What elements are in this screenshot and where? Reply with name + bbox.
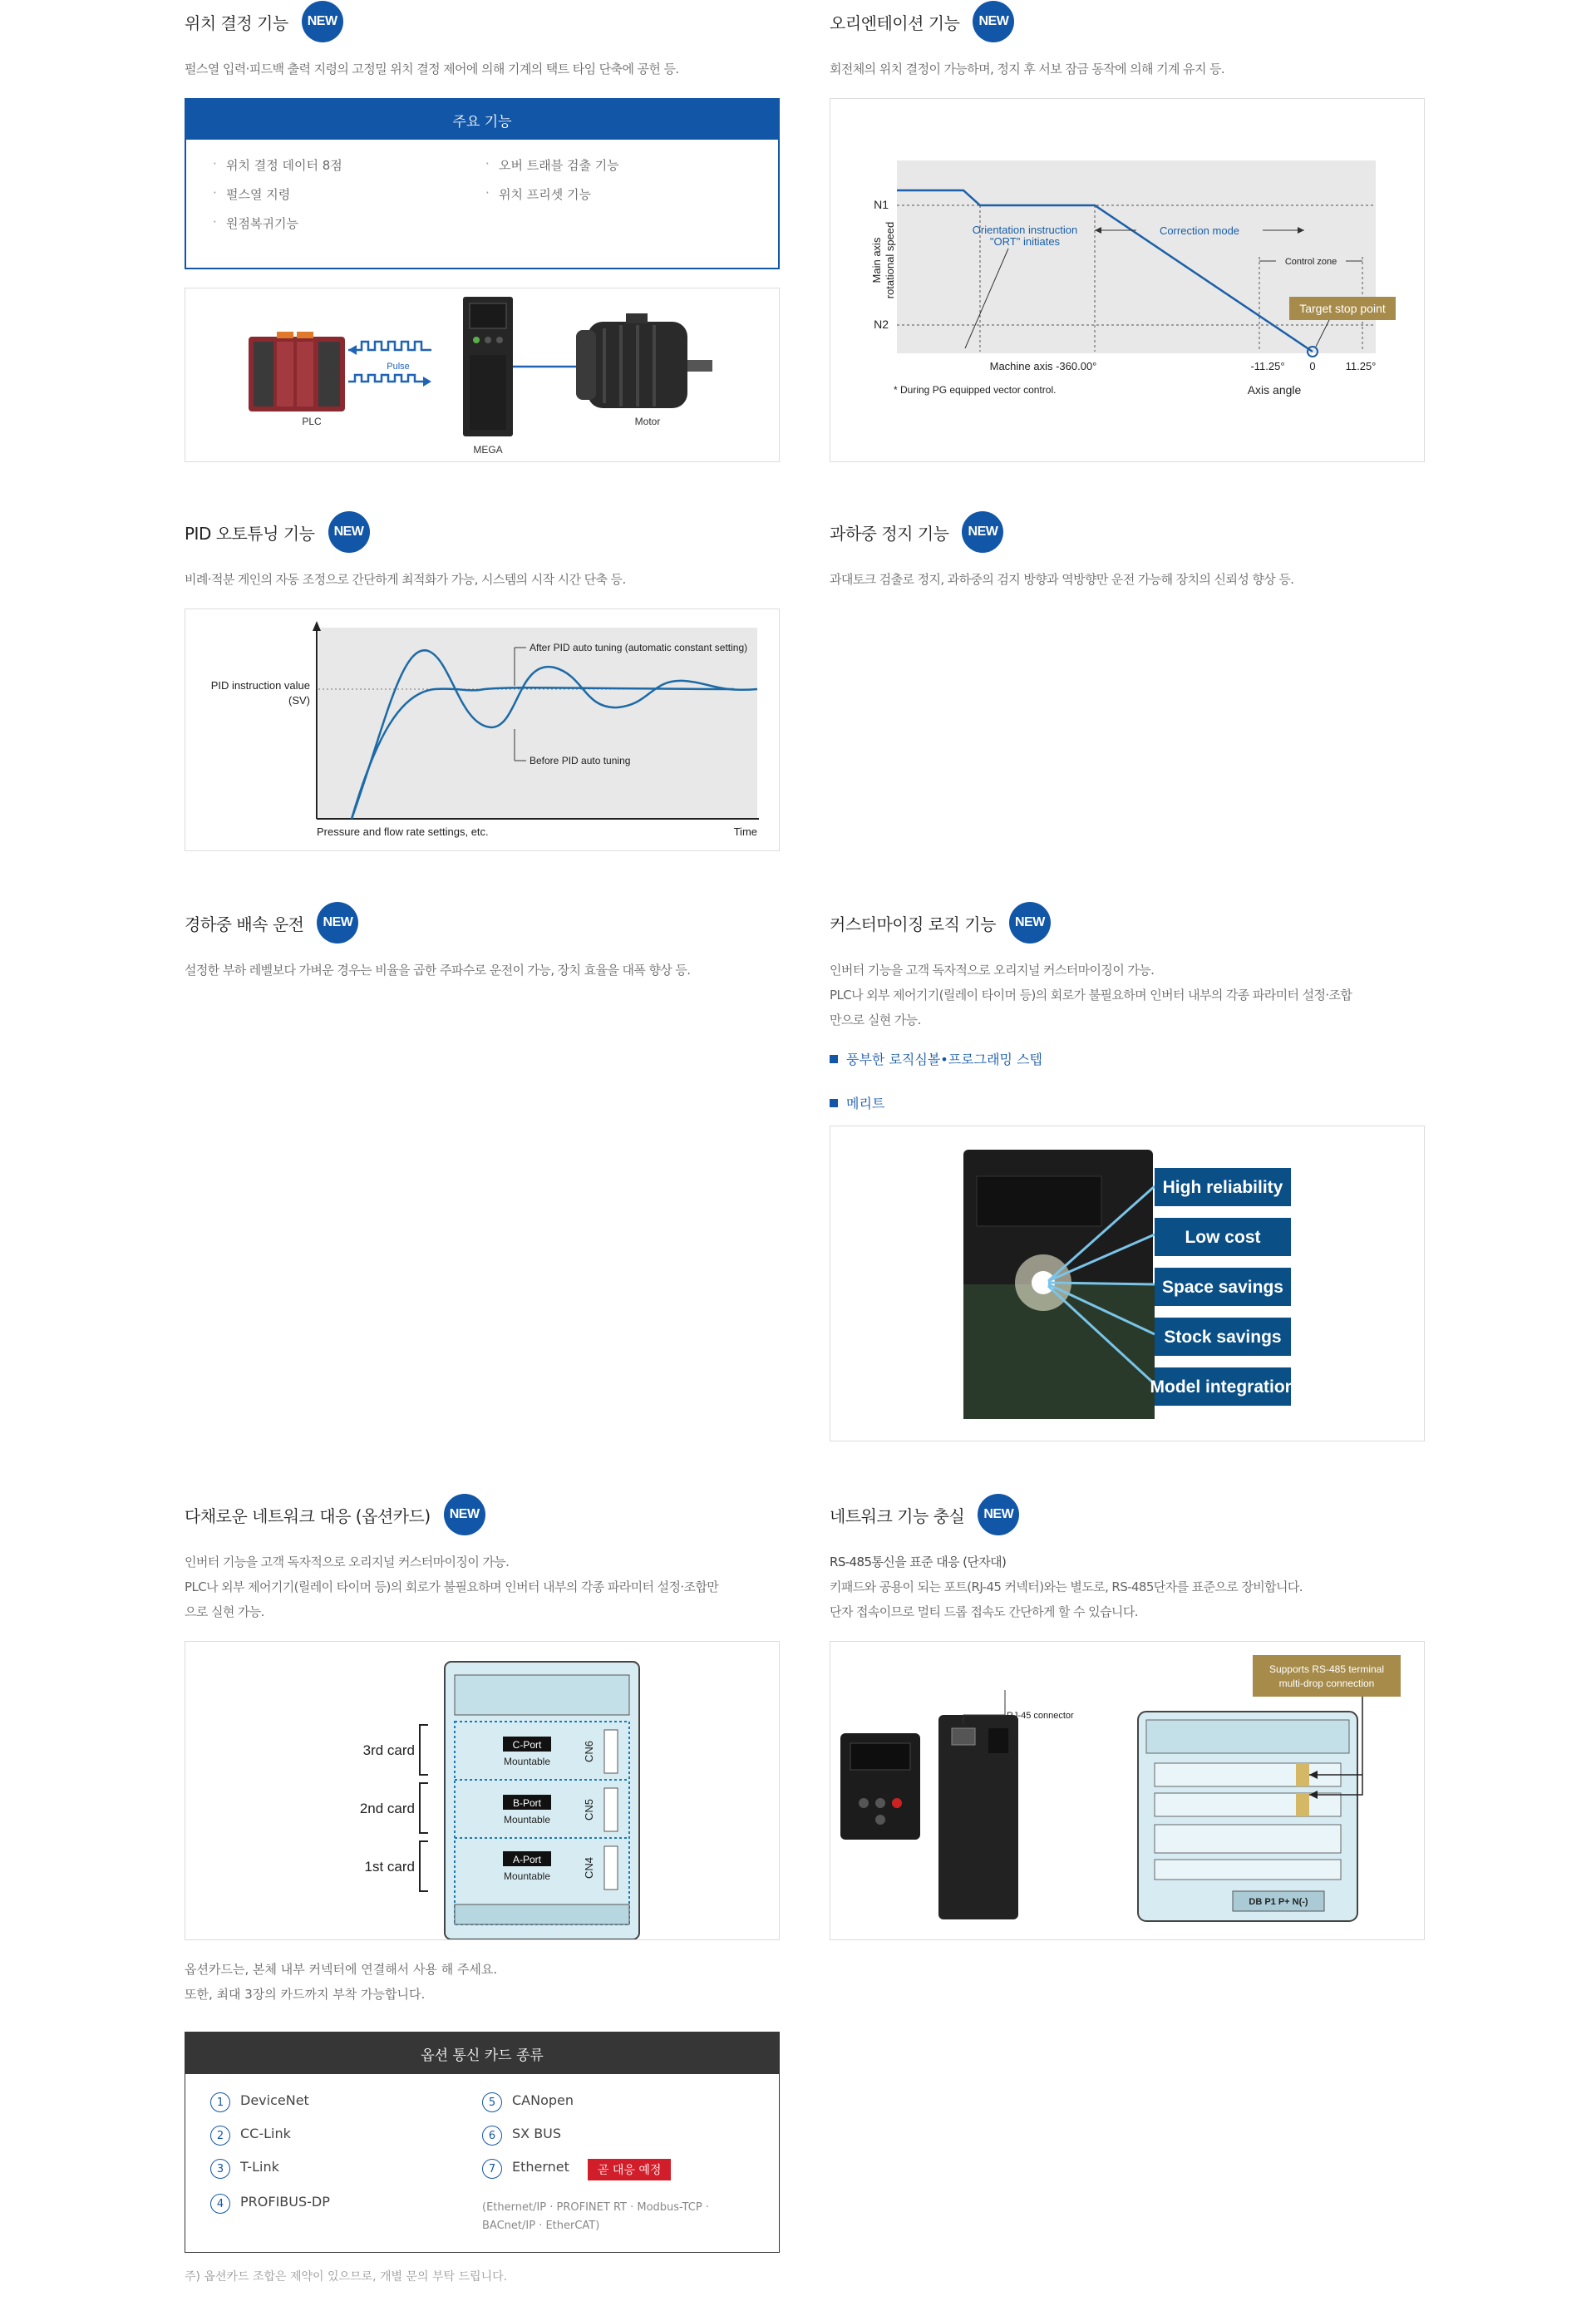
note-line: 또한, 최대 3장의 카드까지 부착 가능합니다. (185, 1987, 426, 2002)
new-badge: NEW (973, 1, 1014, 42)
description-line: PLC나 외부 제어기기(릴레이 타이머 등)의 회로가 불필요하며 인버터 내부의 각종 파라미터 설정·조합 (830, 988, 1352, 1003)
section-header (185, 901, 780, 944)
positioning-diagram (185, 288, 780, 462)
option-card-types-title: 옵션 통신 카드 종류 (185, 2032, 779, 2074)
pulse-wave-icon (348, 342, 431, 350)
mountable-label: Mountable (503, 1756, 551, 1767)
merits-figure-svg (830, 1126, 1424, 1441)
section-network-func (830, 1493, 1425, 1624)
section-positioning (185, 0, 780, 81)
list-item: · 펄스열 지령 (209, 185, 482, 203)
section-title: 위치 결정 기능 (185, 12, 288, 33)
section-header (185, 510, 780, 554)
card-label: 3rd card (362, 1742, 415, 1758)
option-card-name: DeviceNet (240, 2092, 309, 2108)
section-header (830, 1493, 1425, 1536)
new-badge: NEW (978, 1494, 1019, 1535)
merit-label: Stock savings (1164, 1328, 1282, 1347)
note-line: 옵션카드는, 본체 내부 커넥터에 연결해서 사용 해 주세요. (185, 1962, 498, 1977)
arrow-up-icon (313, 621, 321, 631)
section-header (830, 0, 1425, 43)
orientation-instruction-label: Orientation instruction (972, 224, 1078, 236)
option-card-name: CC-Link (240, 2126, 291, 2141)
new-badge: NEW (317, 902, 358, 944)
list-item: · 위치 프리셋 기능 (482, 185, 755, 203)
pulse-label: Pulse (387, 362, 410, 372)
section-title: 네트워크 기능 충실 (830, 1505, 965, 1526)
card-brackets (420, 1725, 428, 1891)
section-header (185, 0, 780, 43)
merit-label: High reliability (1162, 1178, 1283, 1197)
arrow-right-icon (423, 377, 431, 387)
motor-label: Motor (634, 416, 661, 427)
section-description: 회전체의 위치 결정이 가능하며, 정지 후 서보 잠금 동작에 의해 기계 유지 등. (830, 62, 1225, 76)
inverter-icon (463, 297, 513, 436)
control-zone-label: Control zone (1284, 257, 1337, 267)
number-badge: 4 (210, 2194, 230, 2214)
logic-symbol-link[interactable] (830, 1049, 1425, 1068)
merit-label: Space savings (1162, 1278, 1283, 1297)
option-card-name: SX BUS (512, 2126, 562, 2141)
merit-label: Model integration (1150, 1377, 1296, 1397)
orientation-chart-svg (830, 99, 1424, 461)
pulse-wave-icon (348, 375, 423, 382)
sv-label: (SV) (288, 694, 310, 707)
new-badge: NEW (444, 1494, 485, 1535)
positioning-diagram-svg (185, 288, 779, 461)
number-badge: 5 (482, 2092, 502, 2112)
tick-label: -11.25° (1250, 360, 1285, 372)
option-card-item (482, 2159, 754, 2180)
option-card-item (210, 2194, 482, 2235)
new-badge: NEW (962, 511, 1003, 553)
machine-axis-label: Machine axis -360.00° (989, 360, 1097, 372)
port-label: C-Port (512, 1739, 542, 1751)
orientation-chart (830, 98, 1425, 462)
description-line: 인버터 기능을 고객 독자적으로 오리지널 커스터마이징이 가능. (830, 963, 1155, 978)
section-title: 경하중 배속 운전 (185, 914, 304, 934)
section-header (830, 901, 1425, 944)
ethernet-protocols (482, 2199, 754, 2235)
key-features-box (185, 98, 780, 269)
motor-icon (576, 313, 712, 408)
key-features-title: 주요 기능 (186, 100, 778, 140)
mega-label: MEGA (473, 444, 503, 456)
section-description: 설정한 부하 레벨보다 가벼운 경우는 비율을 곱한 주파수로 운전이 가능, 장치 효율을 대폭 향상 등. (185, 963, 691, 978)
option-card-item (210, 2092, 482, 2112)
new-badge: NEW (328, 511, 370, 553)
option-card-item (482, 2092, 754, 2112)
number-badge: 1 (210, 2092, 230, 2112)
tick-label: 11.25° (1345, 360, 1377, 372)
merit-label: Low cost (1185, 1228, 1261, 1247)
section-orientation (830, 0, 1425, 81)
pid-chart-svg (185, 609, 779, 850)
coming-soon-badge: 곧 대응 예정 (588, 2159, 672, 2180)
x-axis-label: Pressure and flow rate settings, etc. (317, 825, 489, 838)
link-label: 메리트 (846, 1096, 885, 1111)
description-line: PLC나 외부 제어기기(릴레이 타이머 등)의 회로가 불필요하며 인버터 내부의 각종 파라미터 설정·조합만 (185, 1579, 719, 1594)
new-badge: NEW (302, 1, 343, 42)
cn-label: CN4 (583, 1856, 595, 1880)
section-title: 다채로운 네트워크 대응 (옵션카드) (185, 1505, 431, 1526)
arrow-left-icon (348, 345, 357, 355)
card-label: 1st card (364, 1859, 415, 1875)
plc-icon (249, 332, 345, 411)
pid-chart (185, 609, 780, 851)
option-card-list (185, 2074, 779, 2250)
section-description (185, 1550, 780, 1624)
n1-label: N1 (874, 198, 889, 211)
section-customlogic (830, 901, 1425, 1112)
merits-figure (830, 1126, 1425, 1441)
section-title: 커스터마이징 로직 기능 (830, 914, 996, 934)
time-label: Time (733, 825, 757, 838)
mountable-label: Mountable (503, 1870, 551, 1882)
section-title: PID 오토튜닝 기능 (185, 523, 315, 544)
option-card-item (482, 2126, 754, 2146)
section-description: 펄스열 입력·피드백 출력 지령의 고정밀 위치 결정 제어에 의해 기계의 택트 타임 단축에 공헌 등. (185, 62, 679, 76)
number-badge: 6 (482, 2126, 502, 2146)
link-label: 풍부한 로직심볼•프로그래밍 스텝 (846, 1052, 1042, 1067)
section-overload (830, 510, 1425, 592)
orientation-instruction-label: "ORT" initiates (989, 235, 1061, 248)
merits-link[interactable] (830, 1093, 1425, 1112)
port-label: A-Port (512, 1854, 542, 1865)
option-card-figure (185, 1641, 780, 1940)
new-badge: NEW (1009, 902, 1051, 944)
number-badge: 2 (210, 2126, 230, 2146)
list-item: · 원점복귀기능 (209, 214, 482, 232)
cn-label: CN6 (583, 1740, 595, 1763)
section-title: 오리엔테이션 기능 (830, 12, 960, 33)
section-network (185, 1493, 780, 1624)
y-axis-label: Main axis (870, 237, 883, 283)
y-axis-label: rotational speed (884, 221, 896, 299)
key-features-list (186, 140, 778, 249)
rs485-figure-svg (830, 1642, 1424, 1939)
rs485-label: multi-drop connection (1278, 1678, 1375, 1689)
section-description: 비례·적분 게인의 자동 조정으로 간단하게 최적화가 가능, 시스템의 시작 시간 단축 등. (185, 572, 626, 587)
after-tuning-label: After PID auto tuning (automatic constant setting) (530, 642, 748, 653)
port-label: B-Port (512, 1797, 542, 1809)
list-item: · 오버 트래블 검출 기능 (482, 156, 755, 174)
terminal-label: DB P1 P+ N(-) (1249, 1897, 1308, 1907)
section-description: 과대토크 검출로 정지, 과하중의 검지 방향과 역방향만 운전 가능해 장치의 신뢰성 향상 등. (830, 572, 1294, 587)
section-description (830, 958, 1425, 1032)
description-line: 으로 실현 가능. (185, 1604, 264, 1619)
plc-label: PLC (302, 416, 322, 427)
option-card-footnote: 주) 옵션카드 조합은 제약이 있으므로, 개별 문의 부탁 드립니다. (185, 2270, 508, 2284)
rj45-label: RJ-45 connector (1007, 1711, 1074, 1721)
list-item: · 위치 결정 데이터 8점 (209, 156, 482, 174)
option-card-name: PROFIBUS-DP (240, 2194, 330, 2210)
option-card-name: CANopen (512, 2092, 574, 2108)
cn-label: CN5 (583, 1798, 595, 1821)
option-card-item (210, 2159, 482, 2180)
section-title: 과하중 정지 기능 (830, 523, 949, 544)
option-card-types (185, 2032, 780, 2253)
number-badge: 7 (482, 2159, 502, 2179)
section-header (185, 1493, 780, 1536)
section-description (830, 1550, 1425, 1624)
n2-label: N2 (874, 318, 889, 331)
description-line: 만으로 실현 가능. (830, 1013, 921, 1027)
protocol-line: BACnet/IP · EtherCAT) (482, 2220, 600, 2232)
description-line: 단자 접속이므로 멀티 드롭 접속도 간단하게 할 수 있습니다. (830, 1604, 1138, 1619)
target-stop-label: Target stop point (1299, 302, 1386, 315)
section-pid (185, 510, 780, 592)
sv-label: PID instruction value (210, 679, 310, 692)
rs485-figure (830, 1641, 1425, 1940)
description-line: 키패드와 공용이 되는 포트(RJ-45 커넥터)와는 별도로, RS-485단자를 표준으로 장비합니다. (830, 1579, 1303, 1594)
rs485-badge (1253, 1655, 1401, 1697)
axis-angle-label: Axis angle (1247, 383, 1302, 397)
tick-label: 0 (1309, 360, 1316, 372)
option-card-item (210, 2126, 482, 2146)
description-line: RS-485통신을 표준 대응 (단자대) (830, 1555, 1007, 1569)
option-card-note (185, 1957, 780, 2007)
description-line: 인버터 기능을 고객 독자적으로 오리지널 커스터마이징이 가능. (185, 1555, 510, 1569)
chart-footnote: * During PG equipped vector control. (894, 384, 1057, 396)
mountable-label: Mountable (503, 1814, 551, 1826)
rs485-label: Supports RS-485 terminal (1268, 1663, 1385, 1675)
option-card-name: Ethernet (512, 2159, 569, 2175)
before-tuning-label: Before PID auto tuning (530, 755, 631, 766)
number-badge: 3 (210, 2159, 230, 2179)
section-header (830, 510, 1425, 554)
option-card-name: T-Link (240, 2159, 279, 2175)
option-card-figure-svg (185, 1642, 779, 1939)
correction-mode-label: Correction mode (1159, 224, 1240, 237)
card-label: 2nd card (359, 1801, 415, 1816)
protocol-line: (Ethernet/IP · PROFINET RT · Modbus-TCP · (482, 2201, 709, 2214)
section-lightload (185, 901, 780, 983)
